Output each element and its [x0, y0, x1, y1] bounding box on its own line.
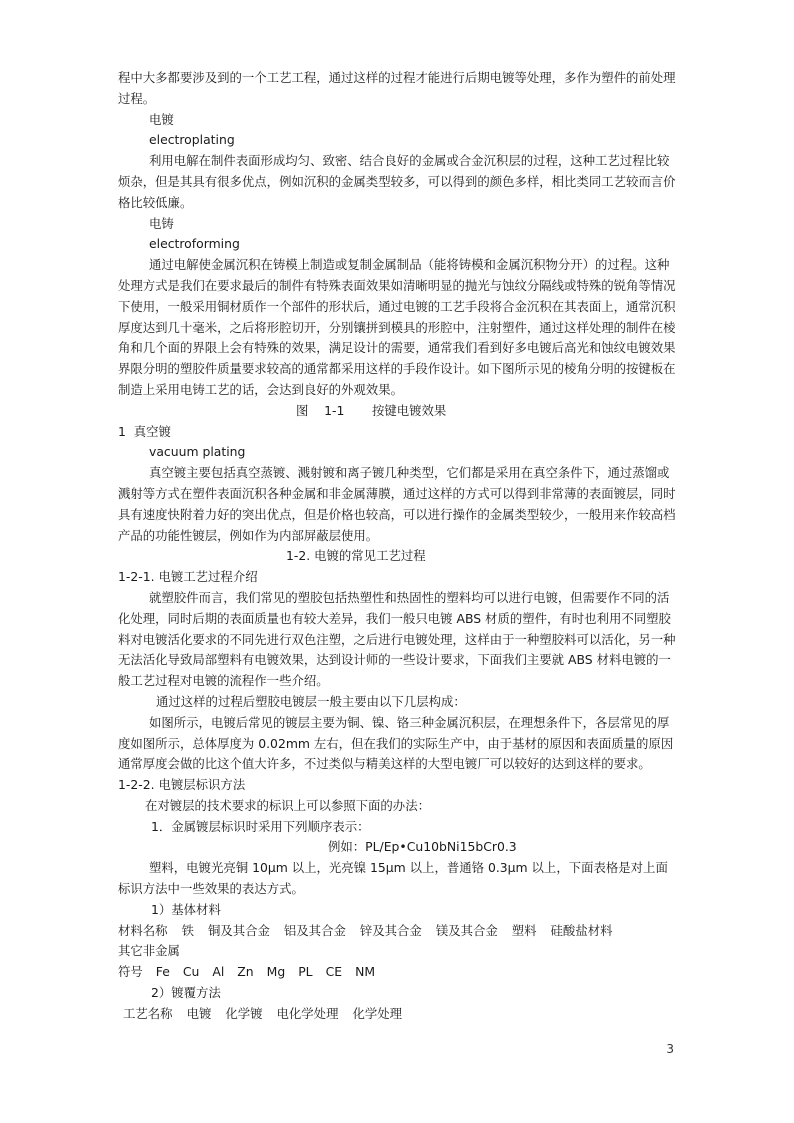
paragraph-1-2-1: 就塑胶件而言，我们常见的塑胶包括热塑性和热固性的塑料均可以进行电镀，但需要作不同的活化处理，同时后期的表面质量也有较大差异，我们一般只电镀 ABS 材质的塑件，有时也利用不同塑胶料对电镀活化要求的不同先进行双色注塑，之后进行电镀处理，这样由于一种塑胶料可以活化，另一种无法活化导致局部塑料有电镀效果，达到设计师的一些设计要求，下面我们主要就 ABS 材料电镀的一般工艺过程对电镀的流程作一些介绍。	[118, 589, 676, 689]
material-cell: 塑料	[511, 922, 537, 938]
heading-coating-method: 2）镀覆方法	[151, 985, 221, 1001]
heading-electroplating-cn: 电镀	[149, 111, 174, 127]
symbol-cell: Mg	[266, 964, 286, 980]
symbol-cell: Fe	[155, 964, 170, 980]
symbol-cell: Al	[212, 964, 225, 980]
paragraph-mark-order: 1．金属镀层标识时采用下列顺序表示：	[151, 818, 370, 834]
process-cell: 化学处理	[352, 1005, 403, 1021]
process-row	[118, 1004, 678, 1025]
symbol-cell: NM	[355, 964, 376, 980]
heading-vacuum-plating-en: vacuum plating	[149, 444, 246, 460]
page-number: 3	[666, 1042, 674, 1056]
heading-base-material: 1）基体材料	[151, 901, 221, 917]
symbol-cell: Zn	[237, 964, 254, 980]
section-heading-1-2-2: 1-2-2. 电镀层标识方法	[118, 777, 246, 793]
symbol-cell: CE	[325, 964, 343, 980]
paragraph-example-desc: 塑料，电镀光亮铜 10μm 以上，光亮镍 15μm 以上，普通铬 0.3μm 以上，下面表格是对上面标识方法中一些效果的表达方式。	[118, 860, 668, 897]
material-cell: 硅酸盐材料	[550, 922, 613, 938]
heading-electroforming-en: electroforming	[149, 236, 240, 252]
paragraph-layers-intro: 通过这样的过程后塑胶电镀层一般主要由以下几层构成：	[156, 693, 466, 709]
material-cell: 锌及其合金	[359, 922, 422, 938]
material-cell: 镁及其合金	[435, 922, 498, 938]
paragraph-layers: 如图所示，电镀后常见的镀层主要为铜、镍、铬三种金属沉积层，在理想条件下，各层常见的厚度如图所示，总体厚度为 0.02mm 左右，但在我们的实际生产中，由于基材的原因和表面质量的原因通常厚度会做的比这个值大许多，不过类似与精美这样的大型电镀厂可以较好的达到这样的要求。	[118, 714, 674, 772]
paragraph-vacuum-plating: 真空镀主要包括真空蒸镀、溅射镀和离子镀几种类型，它们都是采用在真空条件下，通过蒸馏或溅射等方式在塑件表面沉积各种金属和非金属薄膜，通过这样的方式可以得到非常薄的表面镀层，同时具有速度快附着力好的突出优点，但是价格也较高，可以进行操作的金属类型较少，一般用来作较高档产品的功能性镀层，例如作为内部屏蔽层使用。	[118, 465, 676, 543]
material-cell: 铁	[181, 922, 194, 938]
heading-electroforming-cn: 电铸	[149, 215, 174, 231]
process-cell: 工艺名称	[123, 1005, 173, 1021]
paragraph-electroforming: 通过电解使金属沉积在铸模上制造或复制金属制品（能将铸模和金属沉积物分开）的过程。这种处理方式是我们在要求最后的制件有特殊表面效果如清晰明显的抛光与蚀纹分隔线或特殊的锐角等情况下使用，一般采用铜材质作一个部件的形状后，通过电镀的工艺手段将合金沉积在其表面上，通常沉积厚度达到几十毫米，之后将形腔切开，分别镶拼到模具的形腔中，注射塑件，通过这样处理的制件在棱角和几个面的界限上会有特殊的效果，满足设计的需要，通常我们看到好多电镀后高光和蚀纹电镀效果界限分明的塑胶件质量要求较高的通常都采用这样的手段作设计。如下图所示见的棱角分明的按键板在制造上采用电铸工艺的话，会达到良好的外观效果。	[118, 257, 676, 397]
section-heading-1-2: 1-2. 电镀的常见工艺过程	[286, 548, 426, 564]
material-cell: 铝及其合金	[283, 922, 346, 938]
symbol-cell: 符号	[118, 964, 143, 980]
figure-caption: 图 1-1 按键电镀效果	[296, 402, 447, 418]
heading-vacuum-plating-cn: 1 真空镀	[118, 423, 171, 439]
document-page	[118, 68, 678, 1025]
process-cell: 化学镀	[225, 1005, 263, 1021]
material-cell: 铜及其合金	[207, 922, 270, 938]
symbol-cell: PL	[298, 964, 313, 980]
heading-electroplating-en: electroplating	[149, 132, 235, 148]
process-cell: 电化学处理	[276, 1005, 339, 1021]
paragraph-electroplating: 利用电解在制件表面形成均匀、致密、结合良好的金属或合金沉积层的过程，这种工艺过程比较烦杂，但是其具有很多优点，例如沉积的金属类型较多，可以得到的颜色多样，相比类同工艺较而言价格比较低廉。	[118, 153, 676, 210]
process-cell: 电镀	[186, 1005, 212, 1021]
symbol-cell: Cu	[182, 964, 200, 980]
paragraph: 程中大多都要涉及到的一个工艺工程，通过这样的过程才能进行后期电镀等处理，多作为塑件的前处理过程。	[118, 70, 676, 106]
paragraph-mark-intro: 在对镀层的技术要求的标识上可以参照下面的办法：	[145, 797, 430, 813]
material-cell: 其它非金属	[118, 943, 180, 959]
section-heading-1-2-1: 1-2-1. 电镀工艺过程介绍	[118, 569, 258, 585]
material-cell: 材料名称	[118, 922, 168, 938]
example-code: 例如：PL/Ep•Cu10bNi15bCr0.3	[328, 839, 517, 855]
material-row	[118, 921, 678, 963]
symbol-row	[118, 962, 678, 983]
